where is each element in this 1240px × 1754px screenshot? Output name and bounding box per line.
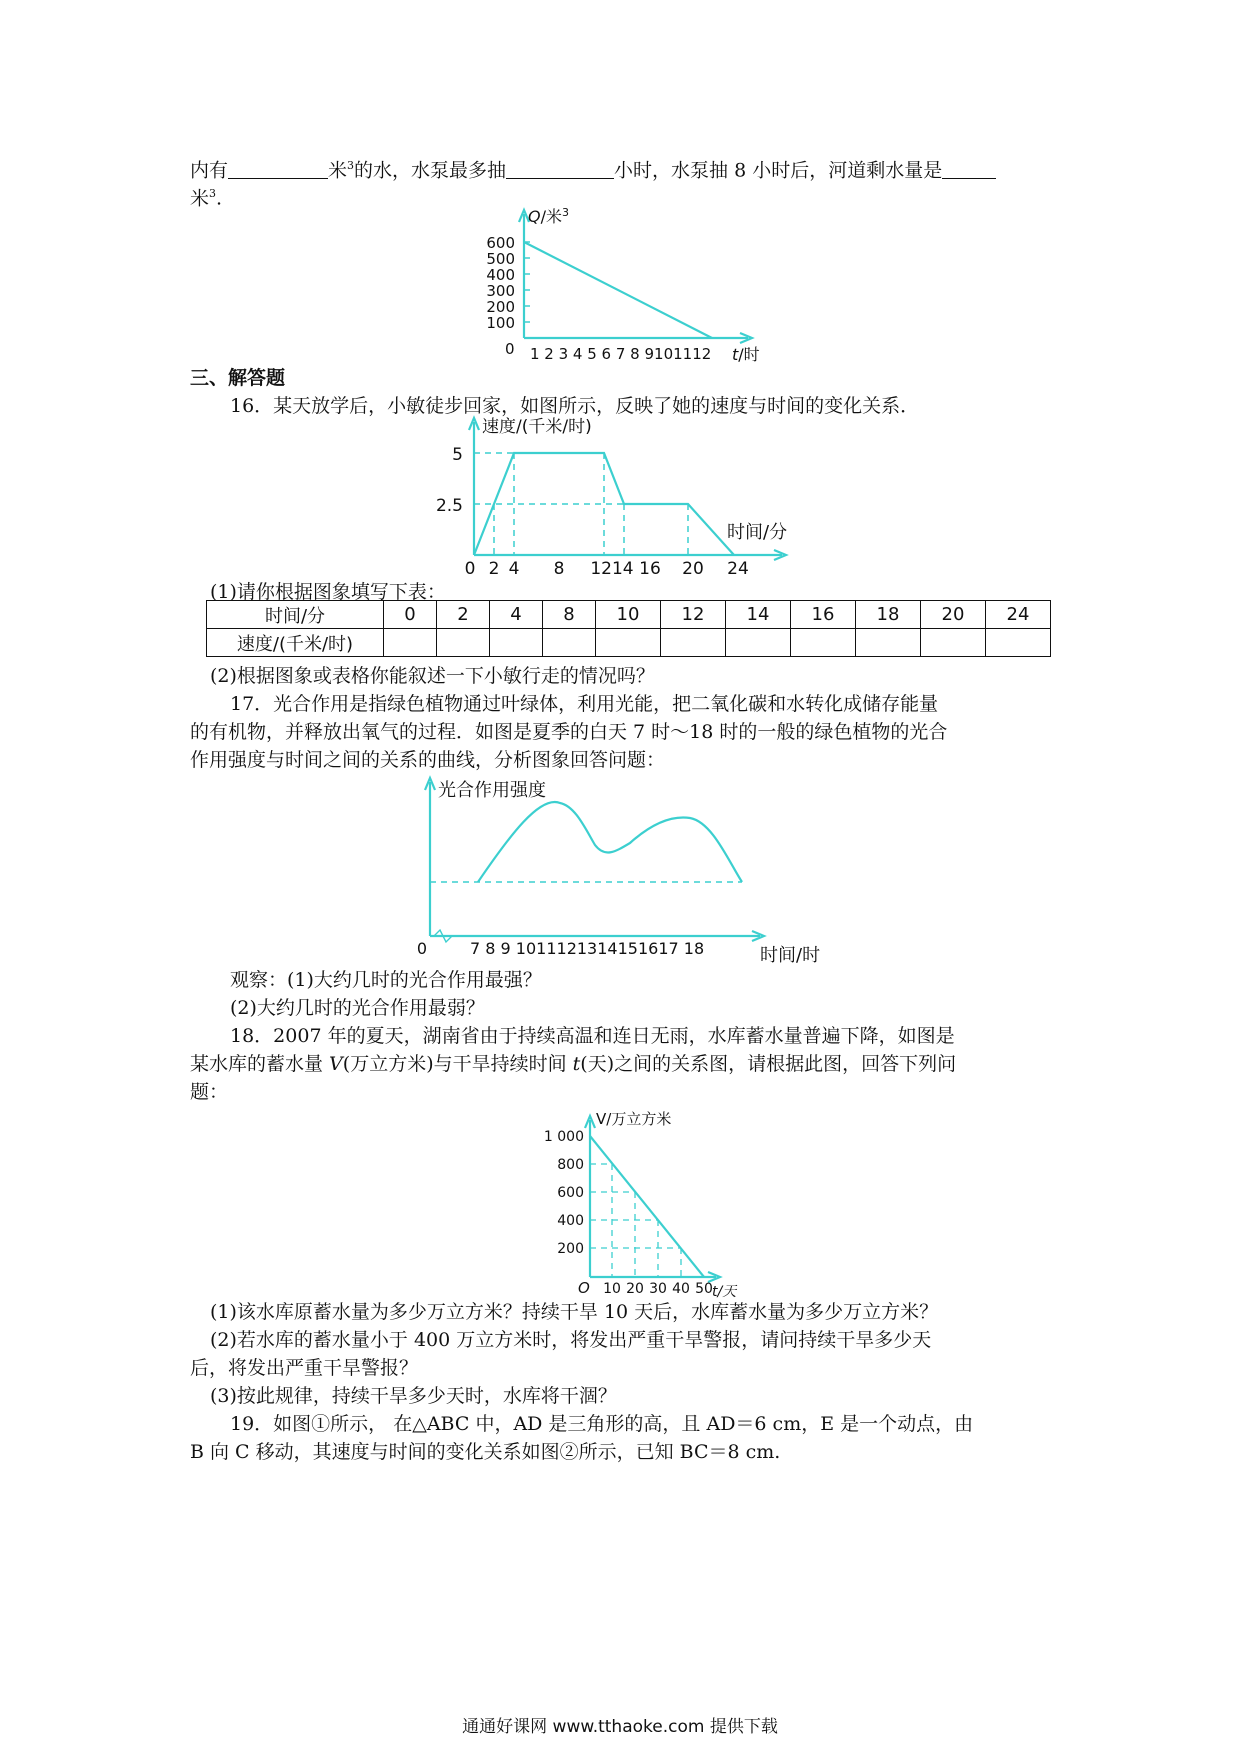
tick-label: 500 [486,250,515,268]
origin-label: 0 [416,939,428,958]
q17-question1: 观察：(1)大约几时的光合作用最强？ [230,969,542,991]
svg-text:Q/米3: Q/米$^3$ [528,206,569,226]
y-axis-label: 光合作用强度 [438,780,546,801]
tick-label: 30 [649,1281,667,1297]
tick-label: 600 [557,1185,584,1201]
x-tick-labels: 1 2 3 4 5 6 7 8 9101112 [530,345,712,363]
answer-blank[interactable] [942,158,996,179]
answer-blank[interactable] [228,158,328,179]
tick-label: 20 [682,559,704,579]
q16-part1: (1)请你根据图象填写下表： [210,581,446,603]
q15-text: 内有 [190,159,229,182]
q16-text: 16．某天放学后，小敏徒步回家，如图所示，反映了她的速度与时间的变化关系． [230,395,920,417]
q15-line2: 米$^3$. [190,187,223,210]
y-axis-label: 速度/(千米/时) [482,417,592,437]
x-axis-label: t/天 [712,1284,737,1300]
q18-answer3: (3)按此规律，持续干旱多少天时，水库将干涸？ [210,1385,617,1407]
q18-answer1: (1)该水库原蓄水量为多少万立方米？持续干旱 10 天后，水库蓄水量为多少万立方米？ [210,1301,939,1323]
table-cell-empty[interactable] [384,629,437,657]
q17-line3: 作用强度与时间之间的关系的曲线，分析图象回答问题： [190,749,666,771]
tick-label: 600 [486,234,515,252]
y-axis-label: V/万立方米 [596,1110,672,1128]
q17-line1: 17．光合作用是指绿色植物通过叶绿体，利用光能，把二氧化碳和水转化成储存能量 [230,693,939,715]
q18-line3: 题： [190,1081,229,1103]
q19-line2: B 向 C 移动，其速度与时间的变化关系如图②所示，已知 BC＝8 cm. [190,1441,781,1463]
q17-question2: (2)大约几时的光合作用最弱？ [230,997,485,1019]
tick-label: 400 [557,1213,584,1229]
tick-label: 1214 [590,559,634,579]
tick-label: 40 [672,1281,690,1297]
origin-label: 0 [505,340,515,358]
q18-answer2-cont: 后，将发出严重干旱警报？ [190,1357,419,1379]
tick-label: 300 [486,282,515,300]
q16-series-line [474,453,734,555]
tick-label: 5 [452,445,463,465]
tick-label: 4 [508,559,520,579]
table-row-label: 速度/(千米/时) [207,629,384,657]
tick-label: 400 [486,266,515,284]
tick-label: 200 [486,298,515,316]
speed-table: 时间/分 0 2 4 8 10 12 14 16 18 20 24 速度/(千米/时) [206,600,1051,657]
tick-label: 10 [603,1281,621,1297]
table-header: 时间/分 [207,601,384,629]
x-axis-label: 时间/分 [727,522,788,543]
tick-label: 0 [464,559,476,579]
section-heading: 三、解答题 [190,367,286,389]
q18-answer2: (2)若水库的蓄水量小于 400 万立方米时，将发出严重干旱警报，请问持续干旱多少天 [210,1329,932,1351]
tick-label: 50 [695,1281,713,1297]
tick-label: 200 [557,1241,584,1257]
tick-label: 24 [727,559,749,579]
origin-label: O [578,1279,590,1297]
svg-text:t/时: t/时 [732,345,760,364]
x-tick-labels: 7 8 9 1011121314151617 18 [470,939,705,958]
tick-label: 1 000 [543,1129,584,1145]
q15-line1: 内有 米$^3$的水，水泵最多抽 小时，水泵抽 8 小时后，河道剩水量是 [190,152,996,184]
q17-series-curve [478,802,742,882]
q17-line2: 的有机物，并释放出氧气的过程．如图是夏季的白天 7 时～18 时的一般的绿色植物的光合 [190,721,948,743]
tick-label: 16 [639,559,661,579]
q16-part2: (2)根据图象或表格你能叙述一下小敏行走的情况吗？ [210,665,655,687]
q18-series-line [590,1136,704,1277]
tick-label: 20 [626,1281,644,1297]
q18-line1: 18．2007 年的夏天，湖南省由于持续高温和连日无雨，水库蓄水量普遍下降，如图是 [230,1025,955,1047]
page-footer: 通通好课网 www.tthaoke.com 提供下载 [462,1717,778,1737]
x-axis-label: 时间/时 [760,945,821,966]
answer-blank[interactable] [506,158,614,179]
q15-series-line [524,242,712,338]
tick-label: 8 [553,559,565,579]
tick-label: 2.5 [435,496,463,516]
tick-label: 2 [488,559,500,579]
tick-label: 100 [486,314,515,332]
tick-label: 800 [557,1157,584,1173]
q19-line1: 19．如图①所示， 在△ABC 中，AD 是三角形的高，且 AD＝6 cm，E 是一个动点，由 [230,1413,974,1435]
q18-line2: 某水库的蓄水量 V(万立方米)与干旱持续时间 t(天)之间的关系图，请根据此图，回答下列问 [190,1053,957,1075]
